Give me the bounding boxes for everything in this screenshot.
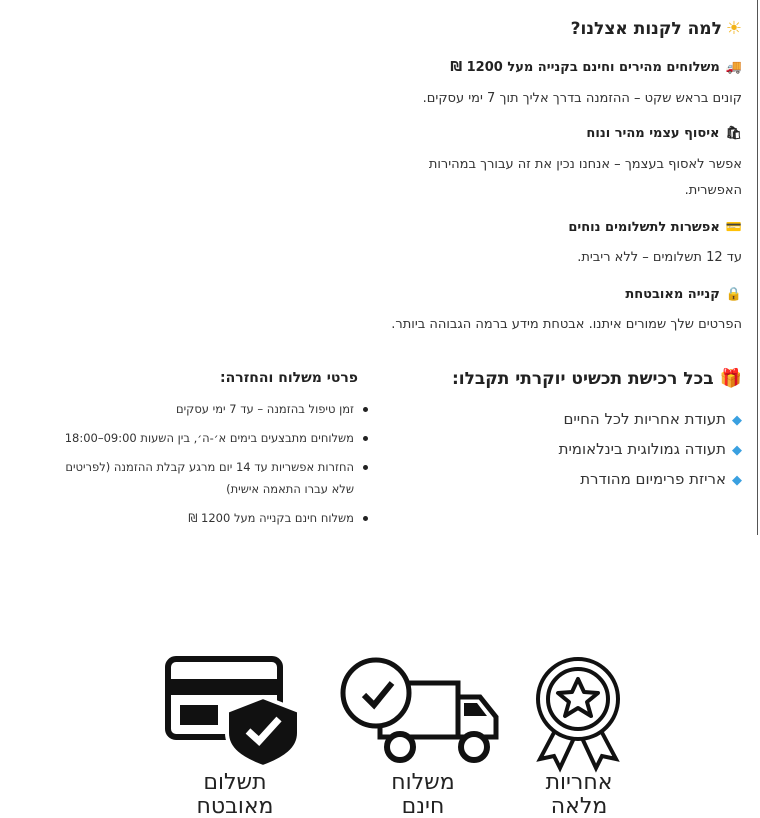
badge-label-full-warranty: אחריות מלאה xyxy=(545,770,613,818)
feature-text-shipping: קונים בראש שקט – ההזמנה בדרך אליך תוך 7 ימי עסקים. xyxy=(422,91,742,106)
shipping-section xyxy=(40,370,370,536)
shipping-title: פרטי משלוח והחזרה: xyxy=(220,370,358,386)
gem-icon: ◆ xyxy=(732,473,742,488)
why-buy-title: ☀למה לקנות אצלנו? xyxy=(570,18,742,39)
vertical-divider xyxy=(757,0,758,535)
gem-icon: ◆ xyxy=(732,413,742,428)
shipping-list xyxy=(40,398,370,529)
list-item: ◆תעודת אחריות לכל החיים xyxy=(563,410,742,428)
feature-heading-pickup: 🛍איסוף עצמי מהיר ונוח xyxy=(586,126,742,141)
shopping-bag-icon: 🛍 xyxy=(725,126,742,141)
gift-icon: 🎁 xyxy=(719,368,742,389)
list-item: משלוח חינם בקנייה מעל 1200 ₪ xyxy=(40,507,370,529)
lock-icon: 🔒 xyxy=(725,287,742,302)
list-item: משלוחים מתבצעים בימים א׳-ה׳, בין השעות 09:00–18:00 xyxy=(40,427,370,449)
feature-text-secure: הפרטים שלך שמורים איתנו. אבטחת מידע ברמה הגבוהה ביותר. xyxy=(391,317,742,332)
trust-badges xyxy=(0,645,760,818)
secure-payment-icon xyxy=(160,645,310,765)
award-ribbon-star-icon xyxy=(528,655,628,773)
gift-title: 🎁בכל רכישת תכשיט יוקרתי תקבלו: xyxy=(451,368,742,389)
feature-heading-shipping: 🚚משלוחים מהירים וחינם בקנייה מעל 1200 ₪ xyxy=(450,60,742,75)
gift-list xyxy=(559,405,742,495)
feature-heading-secure: 🔒קנייה מאובטחת xyxy=(625,287,742,302)
feature-text-pickup: אפשר לאסוף בעצמך – אנחנו נכין את זה עבורך במהירות האפשרית. xyxy=(428,157,742,198)
delivery-truck-clock-icon xyxy=(340,657,500,769)
feature-heading-payments: 💳אפשרות לתשלומים נוחים xyxy=(568,220,742,235)
credit-card-icon: 💳 xyxy=(725,220,742,235)
gem-icon: ◆ xyxy=(732,443,742,458)
list-item: החזרות אפשריות עד 14 יום מרגע קבלת ההזמנה (לפריטים שלא עברו התאמה אישית) xyxy=(40,456,370,500)
badge-label-secure-payment: תשלום מאובטח xyxy=(196,770,274,818)
truck-icon: 🚚 xyxy=(725,60,742,75)
list-item: ◆תעודה גמולוגית בינלאומית xyxy=(558,440,742,458)
feature-text-payments: עד 12 תשלומים – ללא ריבית. xyxy=(577,250,742,265)
list-item: ◆אריזת פרימיום מהודרת xyxy=(580,470,742,488)
sun-icon: ☀ xyxy=(725,18,742,39)
list-item: זמן טיפול בהזמנה – עד 7 ימי עסקים xyxy=(40,398,370,420)
badge-label-free-shipping: משלוח חינם xyxy=(391,770,455,818)
